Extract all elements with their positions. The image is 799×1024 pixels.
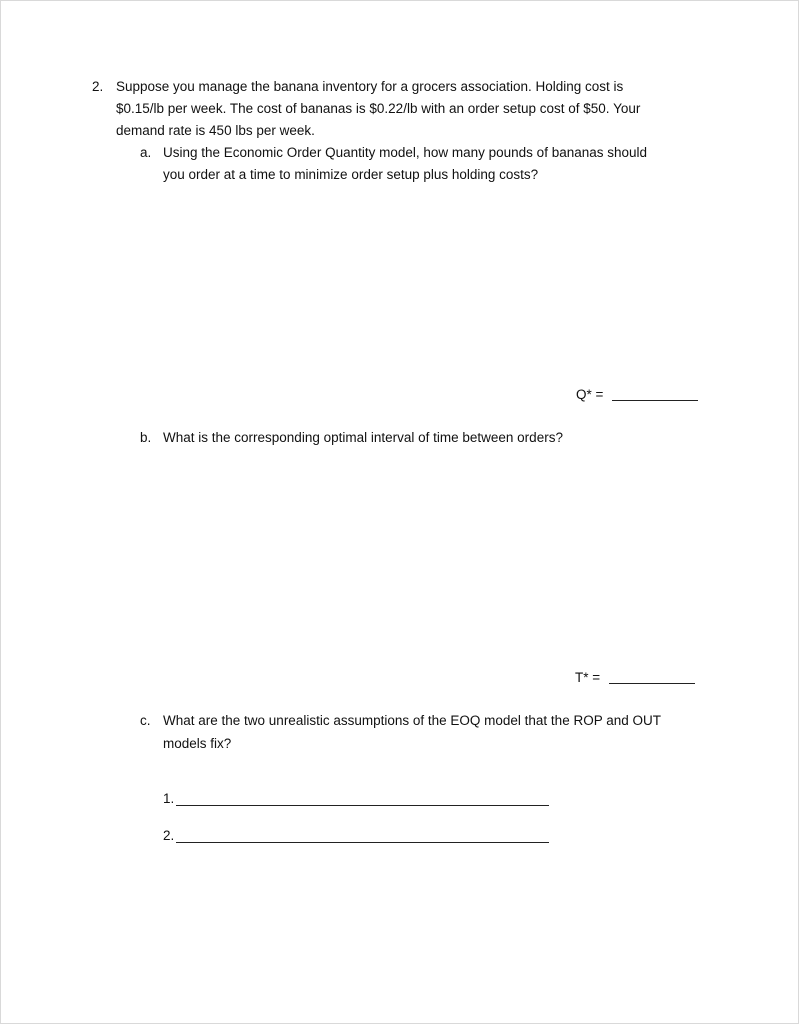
part-c-item-1-number: 1. bbox=[163, 791, 175, 806]
part-b-text: What is the corresponding optimal interval of time between orders? bbox=[163, 430, 563, 445]
part-c-marker: c. bbox=[140, 713, 151, 728]
part-c-item-2-number: 2. bbox=[163, 828, 175, 843]
part-c-text-line-2: models fix? bbox=[163, 736, 232, 751]
question-text-line-1: Suppose you manage the banana inventory for a grocers association. Holding cost is bbox=[116, 79, 624, 94]
t-star-answer-blank[interactable] bbox=[609, 683, 695, 684]
q-star-label: Q* = bbox=[576, 387, 604, 402]
part-c-item-2-blank[interactable] bbox=[176, 842, 549, 843]
t-star-label: T* = bbox=[575, 670, 601, 685]
part-c-item-1-blank[interactable] bbox=[176, 805, 549, 806]
part-b-marker: b. bbox=[140, 430, 152, 445]
question-text-line-3: demand rate is 450 lbs per week. bbox=[116, 123, 315, 138]
q-star-answer-blank[interactable] bbox=[612, 400, 698, 401]
part-c-text-line-1: What are the two unrealistic assumptions of the EOQ model that the ROP and OUT bbox=[163, 713, 661, 728]
question-text-line-2: $0.15/lb per week. The cost of bananas is $0.22/lb with an order setup cost of $50. Your bbox=[116, 101, 641, 116]
part-a-text-line-2: you order at a time to minimize order setup plus holding costs? bbox=[163, 167, 539, 182]
part-a-marker: a. bbox=[140, 145, 152, 160]
part-a-text-line-1: Using the Economic Order Quantity model, how many pounds of bananas should bbox=[163, 145, 648, 160]
question-number: 2. bbox=[92, 79, 104, 94]
